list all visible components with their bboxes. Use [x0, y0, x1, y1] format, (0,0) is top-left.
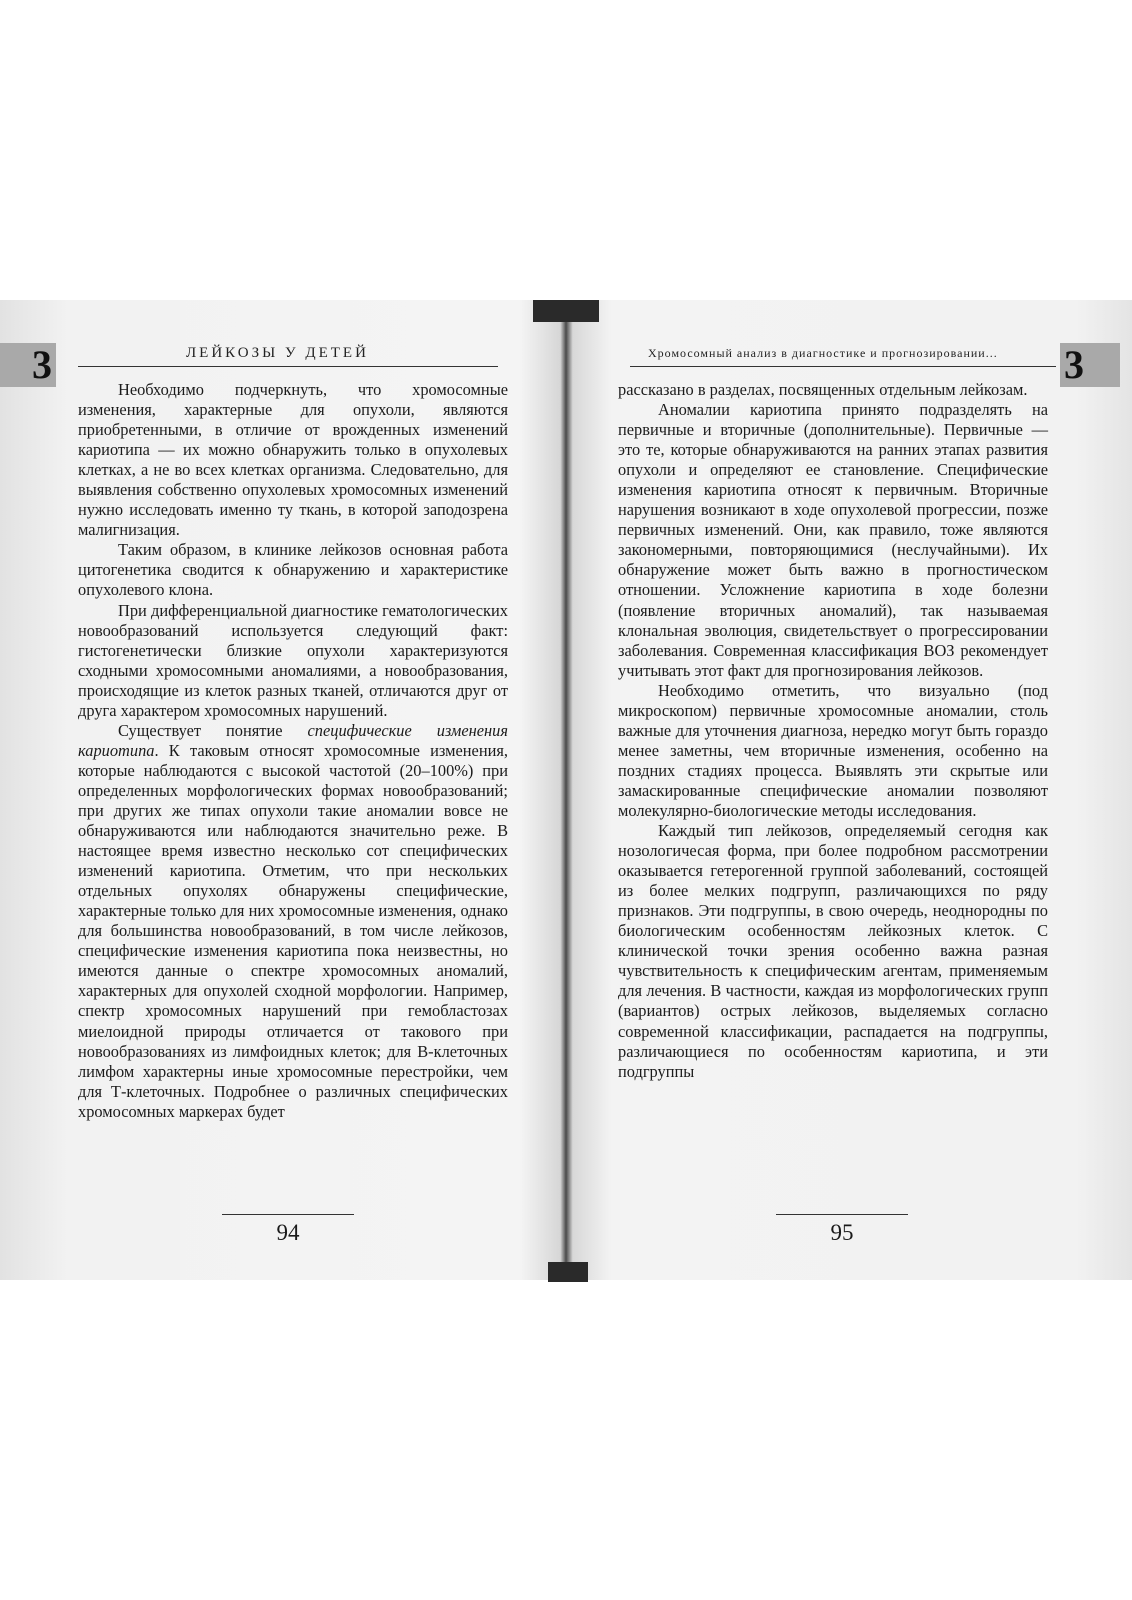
chapter-number-tab: 3	[0, 343, 56, 387]
paragraph: Таким образом, в клинике лейкозов основная работа цитогенетика сводится к обнаружению и характеристике опухолевого клона.	[78, 540, 508, 600]
paragraph-continuation: рассказано в разделах, посвященных отдельным лейкозам.	[618, 380, 1028, 399]
left-page	[0, 300, 560, 1280]
footer-rule	[222, 1214, 354, 1215]
paragraph: Необходимо подчеркнуть, что хромосомные изменения, характерные для опухоли, являются приобретенными, в отличие от врожденных изменений кариотипа — их можно обнаружить только в опухолевых клетках, а не во всех клетках организма. Следовательно, для выявления собственно опухолевых хромосомных изменений нужно исследовать именно ту ткань, в которой заподозрена малигнизация.	[78, 380, 508, 540]
footer-rule	[776, 1214, 908, 1215]
chapter-number-tab: 3	[1060, 343, 1120, 387]
paragraph: Аномалии кариотипа принято подразделять на первичные и вторичные (дополнительные). Первичные — это те, которые обнаруживаются на ранних этапах развития опухоли и определяют ее становление. Специфические изменения кариотипа относят к первичным. Вторичные нарушения возникают в ходе опухолевой прогрессии, позже первичных изменений. Они, как правило, тоже являются закономерными, повторяющимися (неслучайными). Их обнаружение может быть важно в прогностическом отношении. Усложнение кариотипа в ходе болезни (появление вторичных аномалий), так называемая клональная эволюция, свидетельствует о прогрессировании заболевания. Современная классификация ВОЗ рекомендует учитывать этот факт для прогнозирования лейкозов.	[618, 400, 1048, 680]
running-head: ЛЕЙКОЗЫ У ДЕТЕЙ	[186, 345, 369, 361]
header-rule	[630, 366, 1056, 367]
paragraph	[78, 721, 508, 1122]
paragraph: Каждый тип лейкозов, определяемый сегодня как нозологичесая форма, при более подробном рассмотрении оказывается гетерогенной группой заболеваний, состоящей из более мелких подгрупп, различающихся по ряду признаков. Эти подгруппы, в свою очередь, неоднородны по биологическим особенностям лейкозных клеток. С клинической точки зрения особенно важна разная чувствительность к специфическим агентам, применяемым для лечения. В частности, каждая из морфологических групп (вариантов) острых лейкозов, выделяемых согласно современной классификации, распадается на подгруппы, различающиеся по особенностям кариотипа, и эти подгруппы	[618, 821, 1048, 1081]
paragraph-text: . К таковым относят хромосомные изменения, которые наблюдаются с высокой частотой (20–100%) при определенных морфологических формах новообразований; при других же типах опухоли такие аномалии вовсе не обнаруживаются или наблюдаются значительно реже. В настоящее время известно несколько сот специфических изменений кариотипа. Отметим, что при нескольких отдельных опухолях обнаружены специфические, характерные только для них хромосомные изменения, однако для большинства новообразований, в том числе лейкозов, специфические изменения кариотипа пока неизвестны, но имеются данные о спектре хромосомных аномалий, характерных для опухолей сходной морфологии. Например, спектр хромосомных нарушений при гемобластозах миелоидной природы отличается от такового при новообразованиях из лимфоидных клеток; для В-клеточных лимфом характерны иные хромосомные перестройки, чем для Т-клеточных. Подробнее о различных специфических хромосомных маркерах будет	[78, 740, 508, 1121]
running-head: Хромосомный анализ в диагностике и прогнозировании...	[648, 346, 998, 360]
page-number: 95	[830, 1220, 854, 1245]
page-number: 94	[276, 1220, 300, 1245]
header-rule	[78, 366, 498, 367]
body-text	[618, 380, 1048, 1082]
paragraph-text: Существует понятие	[118, 720, 308, 740]
paragraph: При дифференциальной диагностике гематологических новообразований используется следующий факт: гистогенетически близкие опухоли характеризуются сходными хромосомными аномалиями, а новообразования, происходящие из клеток разных тканей, отличаются друг от друга характером хромосомных нарушений.	[78, 600, 508, 720]
paragraph: Необходимо отметить, что визуально (под микроскопом) первичные хромосомные аномалии, столь важные для уточнения диагноза, нередко могут быть гораздо менее заметны, чем вторичные изменения, особенно на поздних стадиях процесса. Выявлять эти скрытые или замаскированные специфические аномалии позволяют молекулярно-биологические методы исследования.	[618, 680, 1048, 820]
right-page	[566, 300, 1132, 1280]
emphasized-term: специфические изменения кариотипа	[78, 720, 508, 760]
body-text	[78, 380, 508, 1122]
